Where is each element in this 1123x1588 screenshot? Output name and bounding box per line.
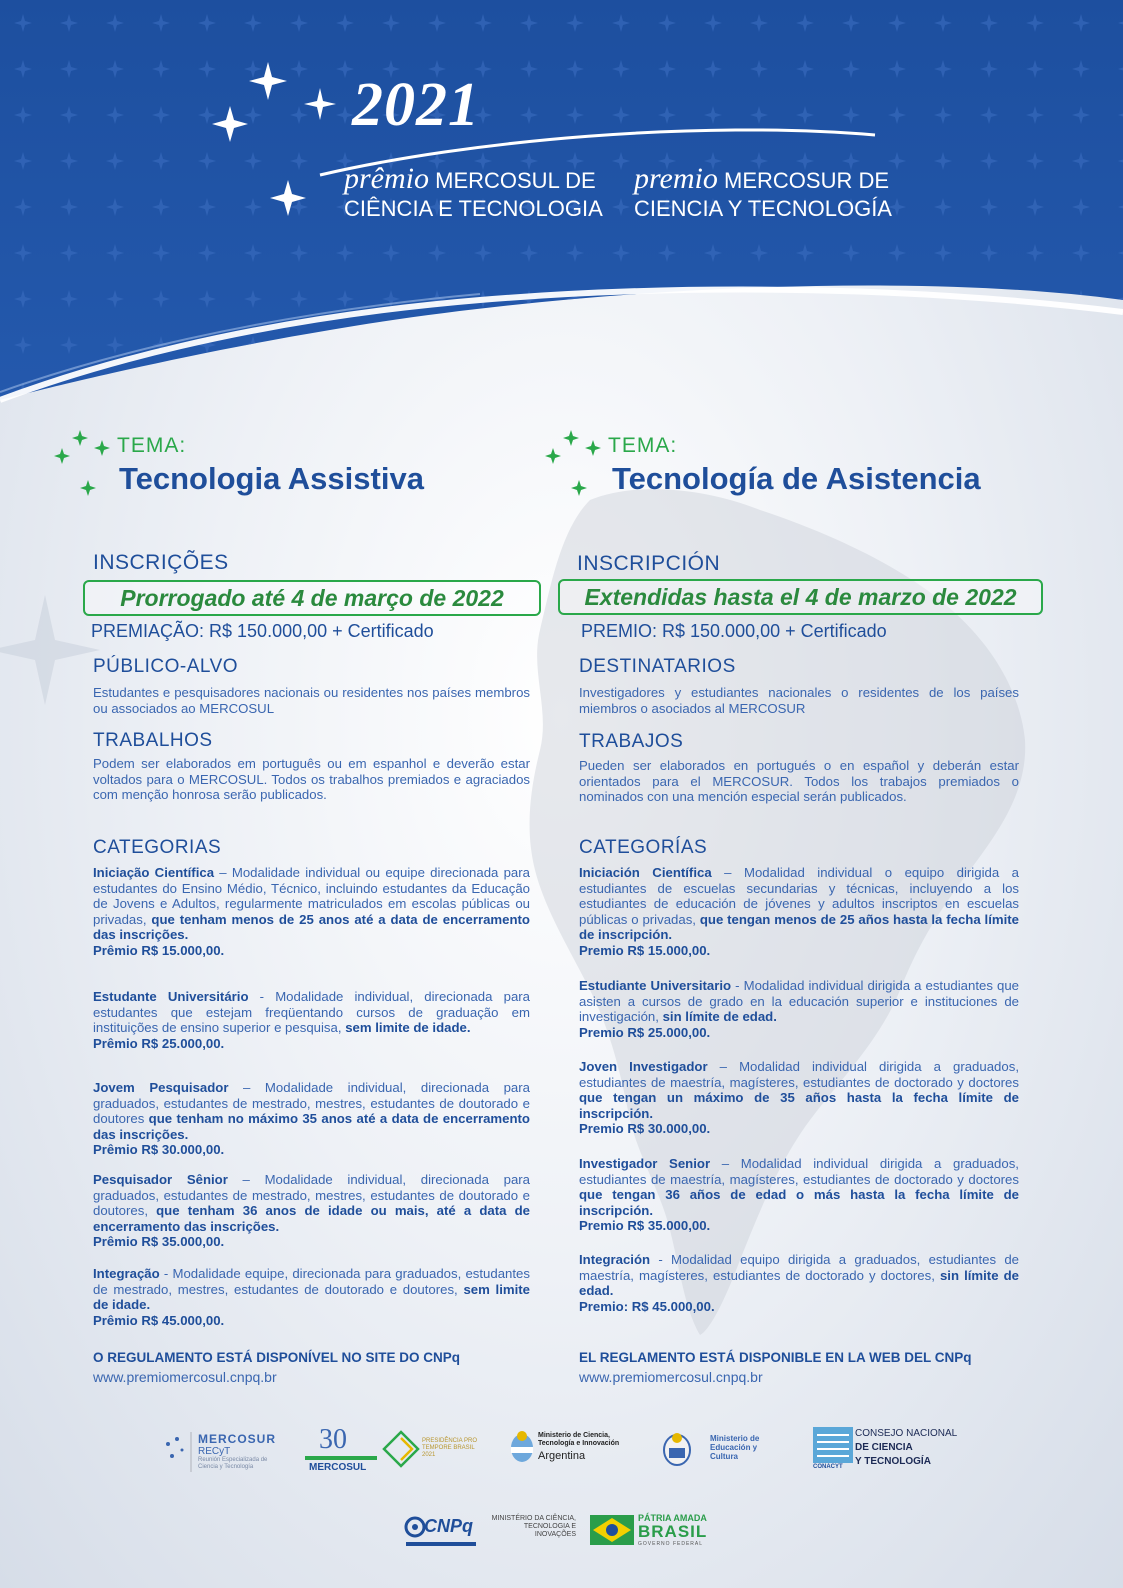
thirty-sub-text: MERCOSUL [309,1462,367,1473]
category-sep: – [707,1059,740,1074]
category-prize: Prêmio R$ 15.000,00. [93,942,225,958]
award-title-es-line2: CIENCIA Y TECNOLOGÍA [634,196,892,221]
category-sep: – [711,865,744,880]
category-es-1 [579,865,1019,958]
category-name: Pesquisador Sênior [93,1172,228,1187]
category-text: Modalidade individual ou equipe direcionada para estudantes do Ensino Médio, Técnico, incluindo estudantes da Educação de Jovens e Adultos, regularmente matriculados em escolas públicas ou privadas, [93,865,530,927]
categorias-title-es: CATEGORÍAS [579,837,708,858]
deadline-box-es: Extendidas hasta el 4 de marzo de 2022 [558,579,1043,615]
award-title-pt-line2: CIÊNCIA E TECNOLOGIA [344,196,603,221]
publico-title: PÚBLICO-ALVO [93,656,239,677]
brasil-text: BRASIL [638,1522,708,1541]
award-title-es [634,162,892,223]
inscripcion-title: INSCRIPCIÓN [577,552,721,575]
category-pt-3 [93,1080,530,1158]
premio-es: PREMIO: R$ 150.000,00 + Certificado [581,621,887,641]
destinatarios-title: DESTINATARIOS [579,656,736,677]
category-prize: Premio R$ 35.000,00. [579,1218,711,1233]
logo-presidencia [382,1430,478,1470]
category-condition: sin límite de edad. [662,1009,777,1024]
category-condition: que tenham menos de 25 anos até a data de encerramento das inscrições. [93,911,530,942]
tema-title-es: Tecnología de Asistencia [612,461,981,496]
green-stars-icon [543,428,605,500]
category-text: Modalidad individual dirigida a graduados, estudiantes de maestría, magísteres, estudiantes de doctorado y doctores [579,1156,1019,1187]
category-text: Modalidad individual o equipo dirigida a estudiantes de escuelas secundarias y técnicas, incluyendo a los estudiantes de educación de jóvenes y adultos inscriptos en escuelas públicas o privadas, [579,865,1019,927]
recyt-subtitle: Reunión Especializada de Ciencia y Tecnología [198,1457,268,1470]
reglamento-es: EL REGLAMENTO ESTÁ DISPONIBLE EN LA WEB DEL CNPq [579,1350,972,1365]
category-condition: que tengan menos de 25 años hasta la fecha límite de inscripción. [579,911,1019,942]
conacyt-line3: Y TECNOLOGÍA [855,1456,931,1467]
category-es-4 [579,1156,1019,1234]
governo-text: GOVERNO FEDERAL [638,1541,704,1547]
logo-cnpq [404,1514,476,1550]
category-name: Jovem Pesquisador [93,1080,229,1095]
presidencia-text: PRESIDÊNCIA PRO TEMPORE BRASIL 2021 [422,1438,478,1458]
category-es-5 [579,1252,1019,1314]
category-prize: Premio R$ 25.000,00. [579,1024,711,1040]
deadline-box-pt: Prorrogado até 4 de março de 2022 [83,580,541,616]
trabalhos-text: Podem ser elaborados em português ou em espanhol e deverão estar voltados para o MERCOSUL. Todos os trabalhos premiados e agraciados com menção honrosa serão publicados. [93,756,530,802]
category-condition: que tenham 36 anos de idade ou mais, até a data de encerramento das inscrições. [93,1203,530,1234]
category-name: Estudiante Universitario [579,978,732,993]
inscricoes-title: INSCRIÇÕES [93,551,229,574]
category-name: Integração [93,1266,160,1281]
category-text: Modalidade individual, direcionada para estudantes que estejam freqüentando cursos de graduação em instituições de ensino superior e pesquisa, [93,989,531,1035]
category-condition: que tengan un máximo de 35 años hasta la fecha límite de inscripción. [579,1090,1019,1121]
category-condition: sem limite de idade. [93,1281,530,1312]
mercosur-text: MERCOSUR [198,1432,277,1446]
trabalhos-title: TRABALHOS [93,730,213,751]
category-prize: Prêmio R$ 25.000,00. [93,1035,225,1051]
category-name: Integración [579,1252,651,1267]
category-pt-2 [93,989,530,1051]
category-prize: Premio: R$ 45.000,00. [579,1298,715,1314]
ministerio-ar-text: Ministerio de Ciencia, Tecnología e Innovación [538,1432,620,1447]
category-prize: Premio R$ 30.000,00. [579,1121,711,1136]
category-sep: - [159,1266,173,1281]
category-name: Iniciação Científica [93,865,215,880]
category-text: Modalidad individual dirigida a estudiantes que asisten a cursos de grado en la educación superior e instituciones de investigación, [579,978,1019,1024]
conacyt-text: CONACYT [813,1464,843,1470]
logo-30-mercosul [305,1424,377,1476]
category-pt-5 [93,1266,530,1328]
categorias-title-pt: CATEGORIAS [93,837,222,858]
tema-title-pt: Tecnologia Assistiva [119,461,424,496]
category-pt-4 [93,1172,530,1250]
category-prize: Premio R$ 15.000,00. [579,942,711,958]
category-pt-1 [93,865,530,958]
website-link-es[interactable]: www.premiomercosul.cnpq.br [579,1369,763,1385]
tema-label-es: TEMA: [608,434,678,457]
logo-patria-amada-brasil [590,1511,720,1551]
category-sep: – [227,1172,265,1187]
category-text: Modalidade individual, direcionada para graduados, estudantes de mestrado, mestres, estudantes de doutorado e doutores, [93,1172,530,1218]
ministerio-uy-text: Ministerio de Educación y Cultura [710,1434,760,1461]
category-text: Modalidade equipe, direcionada para graduados, estudantes de mestrado, mestres, estudantes de doutorado e doutores, [93,1266,530,1297]
publico-text: Estudantes e pesquisadores nacionais ou residentes nos países membros ou associados ao MERCOSUL [93,685,530,716]
conacyt-line2: DE CIENCIA [855,1442,913,1453]
thirty-text: 30 [319,1424,347,1455]
header-banner [0,0,1123,410]
category-text: Modalidad individual dirigida a graduados, estudiantes de maestría, magísteres, estudiantes de doctorado y doctores [579,1059,1019,1090]
category-es-2 [579,978,1019,1040]
award-title-pt [344,162,603,223]
category-prize: Prêmio R$ 30.000,00. [93,1142,225,1157]
presidencia-diamond-icon [382,1430,420,1468]
category-sep: – [214,865,232,880]
cnpq-icon [404,1516,426,1538]
category-sep: – [710,1156,741,1171]
argentina-text: Argentina [538,1450,586,1462]
patria-text: PÁTRIA AMADA [638,1513,707,1523]
category-name: Iniciación Científica [579,865,712,880]
category-condition: que tengan 36 años de edad o más hasta la fecha límite de inscripción. [579,1187,1019,1218]
website-link-pt[interactable]: www.premiomercosul.cnpq.br [93,1369,277,1385]
mercosur-stars-icon [160,1434,194,1468]
category-text: Modalidad equipo dirigida a graduados, estudiantes de maestría, magísteres, estudiantes de doctorado y doctores, [579,1252,1019,1283]
year-title: 2021 [352,71,480,139]
cnpq-text: CNPq [424,1516,473,1536]
uruguay-crest-icon [660,1430,694,1468]
category-name: Investigador Senior [579,1156,711,1171]
category-prize: Prêmio R$ 35.000,00. [93,1234,225,1249]
logo-conacyt [813,1427,963,1473]
category-sep: – [228,1080,265,1095]
conacyt-line1: CONSEJO NACIONAL [855,1428,958,1439]
category-prize: Prêmio R$ 45.000,00. [93,1312,225,1328]
argentina-shield-icon [510,1430,534,1464]
award-title-pt-line1: MERCOSUL DE [435,168,596,193]
category-name: Joven Investigador [579,1059,708,1074]
premio-pt: prêmio [344,162,429,195]
category-es-3 [579,1059,1019,1137]
premiacao-pt: PREMIAÇÃO: R$ 150.000,00 + Certificado [91,621,434,641]
category-name: Estudante Universitário [93,989,249,1004]
category-condition: sin límite de edad. [579,1267,1019,1298]
logo-ministerio-uruguay [660,1430,780,1474]
category-text: Modalidade individual, direcionada para graduados, estudantes de mestrado, mestres, estudantes de doutorado e doutores [93,1080,530,1126]
trabajos-title: TRABAJOS [579,731,684,752]
brasil-flag-icon [590,1515,634,1545]
logo-ministerio-argentina [510,1428,630,1472]
category-condition: sem limite de idade. [345,1020,471,1035]
category-sep: - [731,978,744,993]
trabajos-text: Pueden ser elaborados en portugués o en español y deberán estar orientados para el MERCOSUR. Todos los trabajos premiados o nominados con una mención especial serán publicados. [579,758,1019,804]
mcti-text: MINISTÉRIO DA CIÊNCIA, TECNOLOGIA E INOVAÇÕES [491,1515,576,1538]
category-sep: - [650,1252,671,1267]
green-stars-icon [52,428,114,500]
regulamento-pt: O REGULAMENTO ESTÁ DISPONÍVEL NO SITE DO CNPq [93,1350,461,1365]
conacyt-logo-icon [813,1427,853,1463]
tema-label-pt: TEMA: [117,434,187,457]
premio-es: premio [634,162,718,195]
award-title-es-line1: MERCOSUR DE [724,168,890,193]
destinatarios-text: Investigadores y estudiantes nacionales o residentes de los países miembros o asociados al MERCOSUR [579,685,1019,716]
category-sep: - [248,989,276,1004]
category-condition: que tenham no máximo 35 anos até a data de encerramento das inscrições. [93,1111,530,1142]
recyt-text: RECyT [198,1446,231,1457]
